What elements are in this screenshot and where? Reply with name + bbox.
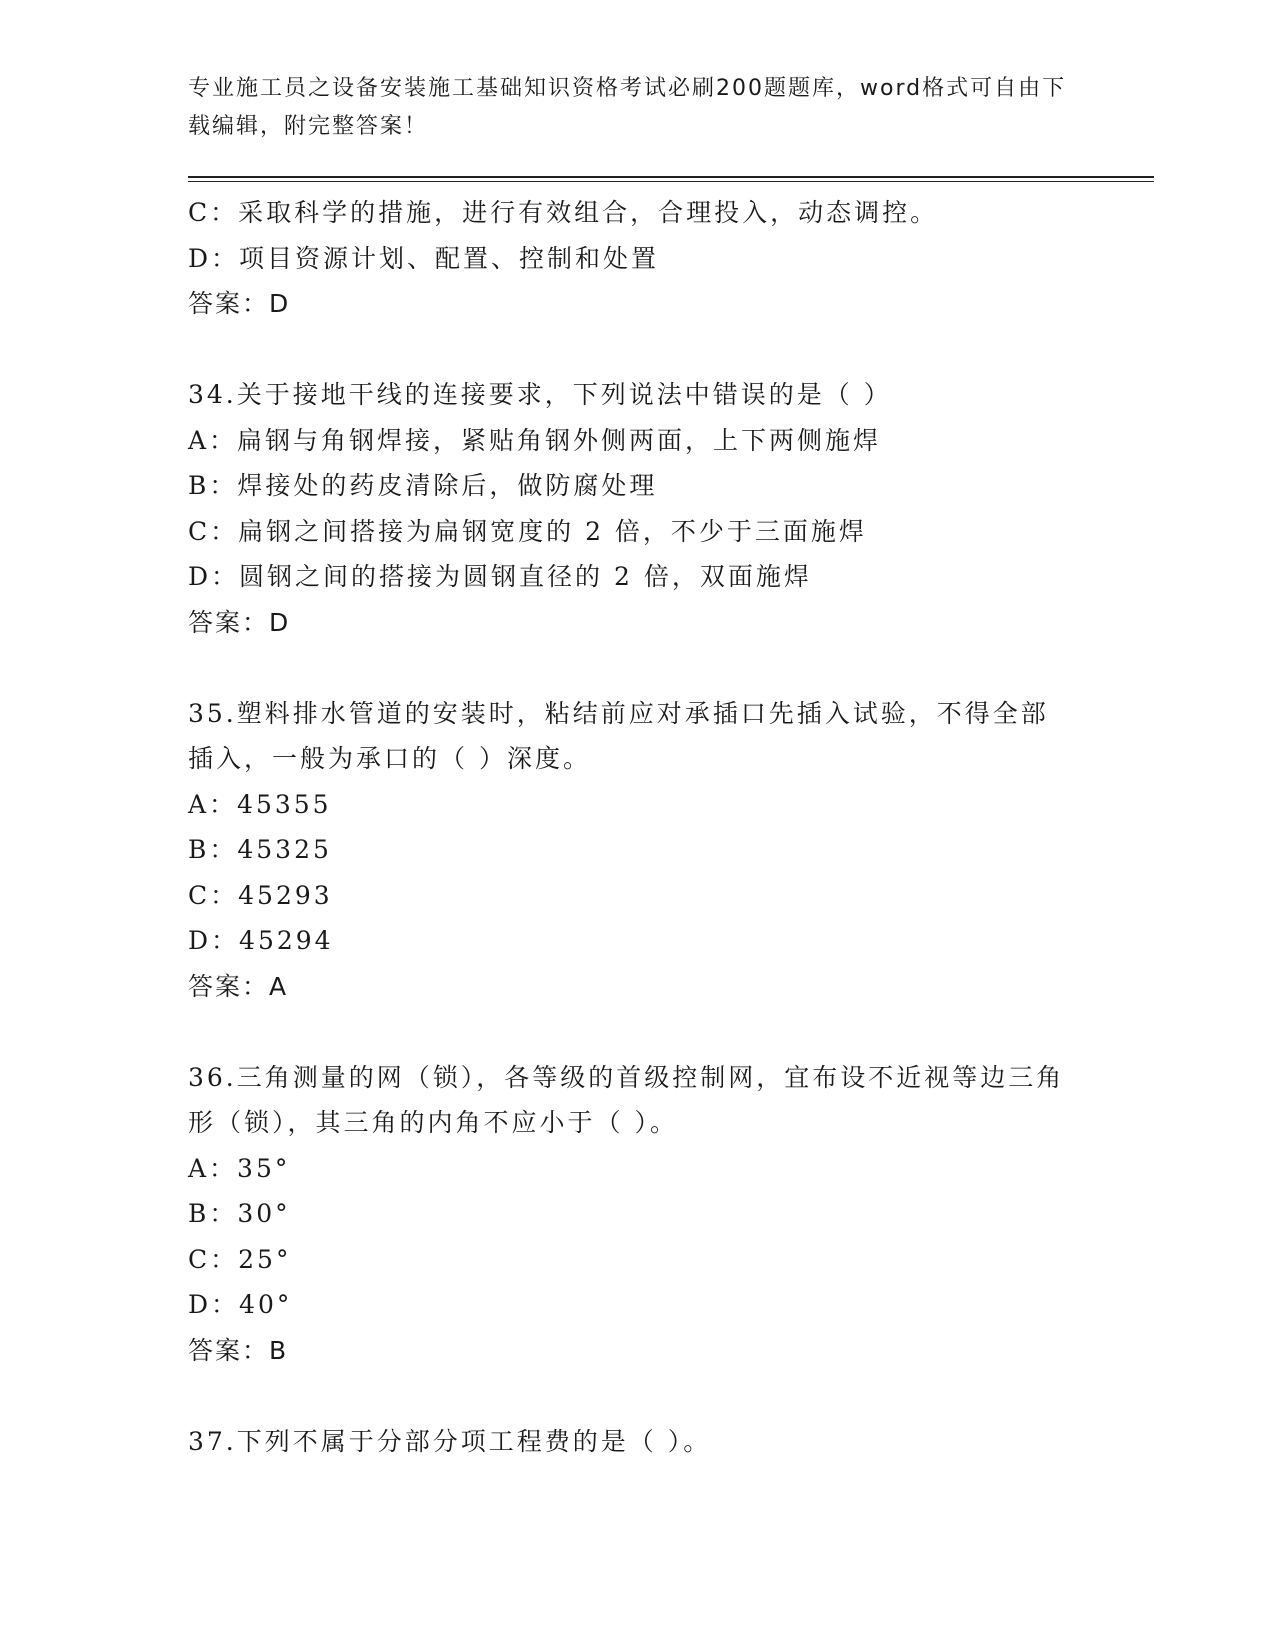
option-d: D：圆钢之间的搭接为圆钢直径的 2 倍，双面施焊 (188, 562, 812, 591)
option-c: C：采取科学的措施，进行有效组合，合理投入，动态调控。 (188, 198, 939, 227)
answer: 答案：D (188, 607, 291, 637)
option-c: C：25° (188, 1244, 292, 1274)
option-a: A：45355 (188, 789, 332, 819)
option-c: C：扁钢之间搭接为扁钢宽度的 2 倍，不少于三面施焊 (188, 516, 867, 546)
question-text: 35.塑料排水管道的安装时，粘结前应对承插口先插入试验，不得全部插入，一般为承口的（ ）深度。 (188, 698, 1049, 773)
question-35 (188, 691, 1088, 1010)
option-a: A：35° (188, 1153, 291, 1183)
spacer (188, 1009, 1088, 1055)
spacer (188, 645, 1088, 691)
answer: 答案：D (188, 289, 291, 318)
question-text: 36.三角测量的网（锁），各等级的首级控制网，宜布设不近视等边三角形（锁），其三角的内角不应小于（ ）。 (188, 1062, 1065, 1137)
question-34 (188, 372, 1088, 645)
answer: 答案：A (188, 971, 289, 1001)
header-divider-thin (188, 181, 1154, 182)
spacer (188, 327, 1088, 373)
question-text: 37.下列不属于分部分项工程费的是（ ）。 (188, 1426, 712, 1456)
question-text: 34.关于接地干线的连接要求，下列说法中错误的是（ ） (188, 380, 892, 409)
header-divider (188, 176, 1154, 178)
option-d: D：项目资源计划、配置、控制和处置 (188, 243, 660, 273)
option-d: D：45294 (188, 926, 334, 955)
question-37 (188, 1419, 1088, 1465)
option-b: B：30° (188, 1199, 291, 1228)
option-b: B：焊接处的药皮清除后，做防腐处理 (188, 471, 658, 500)
answer: 答案：B (188, 1335, 289, 1365)
option-d: D：40° (188, 1290, 293, 1319)
option-b: B：45325 (188, 835, 332, 864)
document-header: 专业施工员之设备安装施工基础知识资格考试必刷200题题库，word格式可自由下载编辑，附完整答案！ (188, 76, 1067, 139)
question-33 (188, 190, 1088, 327)
option-c: C：45293 (188, 880, 333, 910)
question-list (188, 190, 1088, 1464)
spacer (188, 1373, 1088, 1419)
option-a: A：扁钢与角钢焊接，紧贴角钢外侧两面，上下两侧施焊 (188, 425, 882, 455)
question-36 (188, 1055, 1088, 1374)
